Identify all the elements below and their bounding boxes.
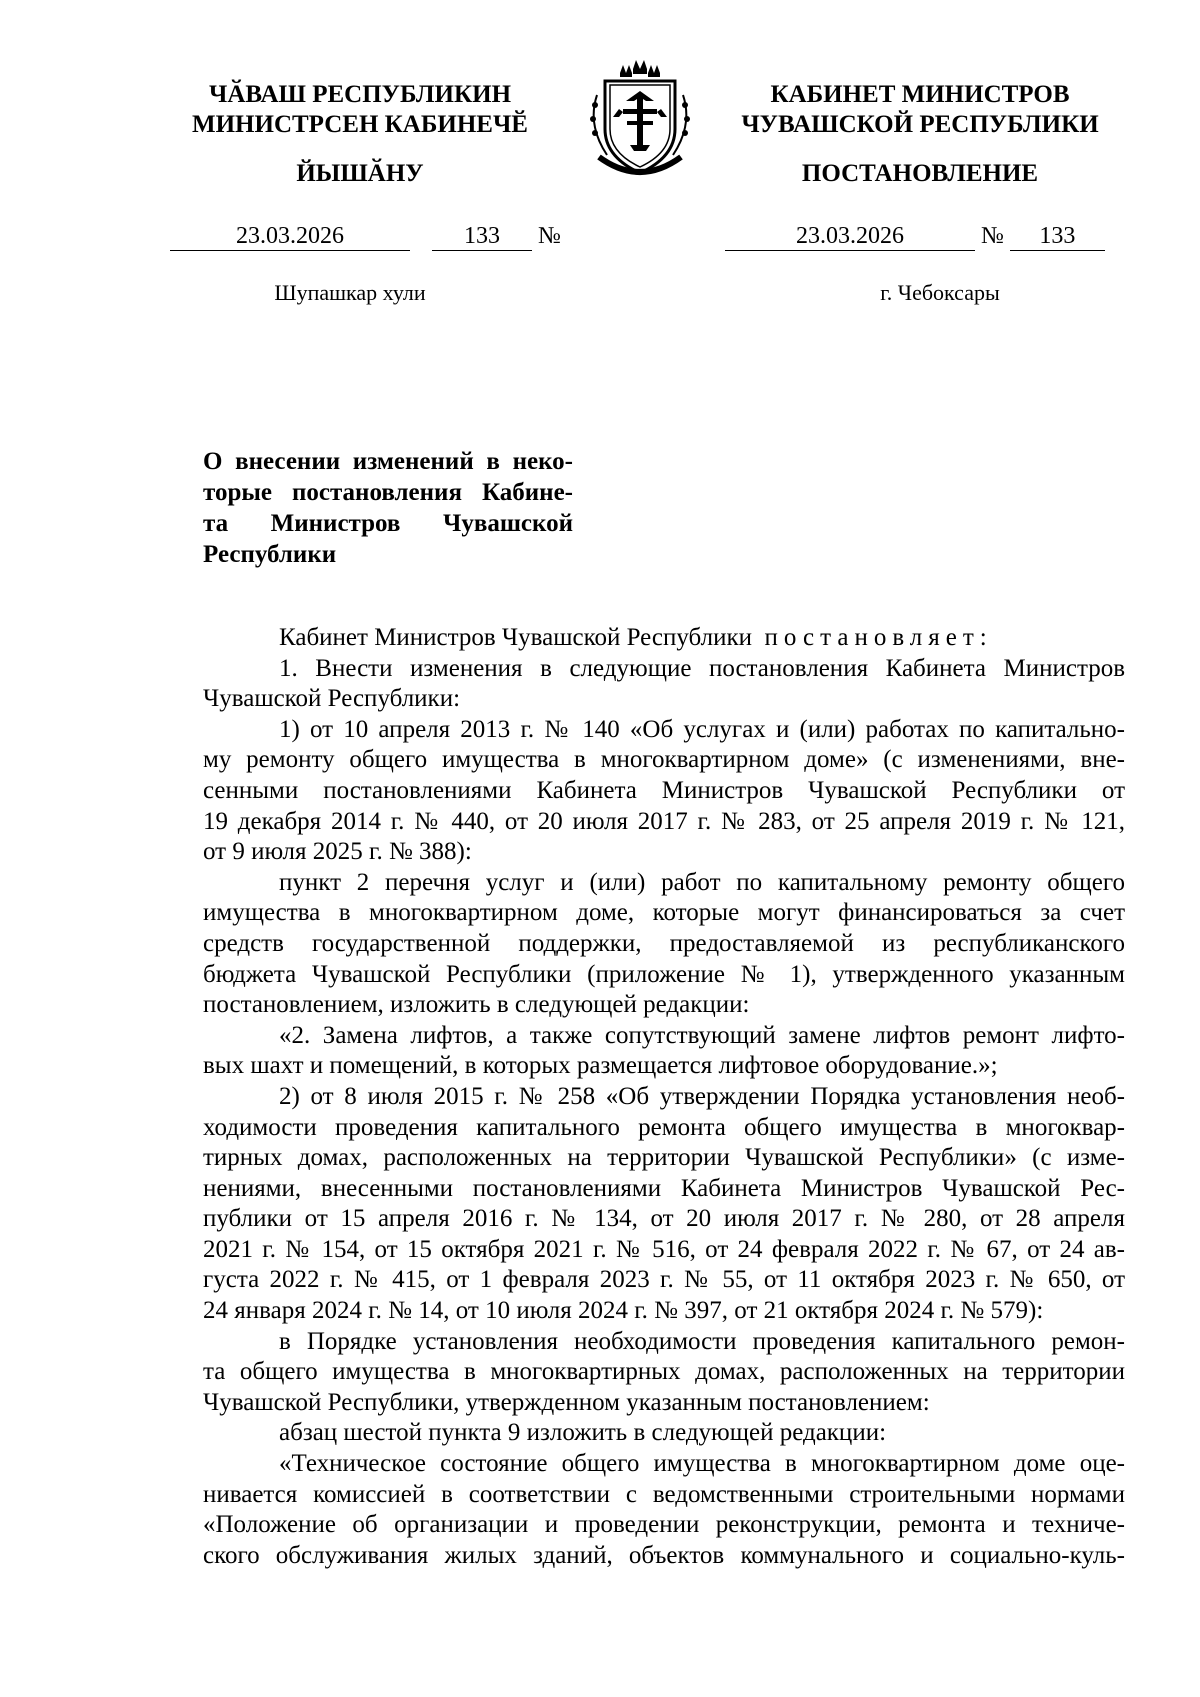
header-left-org — [150, 80, 570, 140]
body-line: «Положение об организации и проведении реконструкции, ремонта и техниче- — [203, 1511, 1125, 1539]
body-line: вых шахт и помещений, в которых размещается лифтовое оборудование.»; — [203, 1052, 998, 1080]
subject-line: торые постановления Кабине- — [203, 479, 573, 506]
intro-decree: постановляет: — [764, 624, 993, 651]
body-line: му ремонту общего имущества в многоквартирном доме» (с изменениями, вне- — [203, 746, 1125, 774]
left-number: 133 — [432, 222, 532, 251]
left-doc-type: ЙЫШӐНУ — [296, 160, 424, 187]
body-line: от 9 июля 2025 г. № 388): — [203, 838, 472, 866]
body-line: Чувашской Республики: — [203, 685, 461, 713]
left-date: 23.03.2026 — [170, 222, 410, 251]
body-line: 1) от 10 апреля 2013 г. № 140 «Об услугах и (или) работах по капитально- — [279, 715, 1125, 743]
body-line: 19 декабря 2014 г. № 440, от 20 июля 2017 г. № 283, от 25 апреля 2019 г. № 121, — [203, 807, 1125, 835]
right-number-sign: № — [981, 223, 1004, 249]
subject-line: Республики — [203, 541, 337, 568]
body-line: ского обслуживания жилых зданий, объектов коммунального и социально-куль- — [203, 1541, 1125, 1569]
body-line: бюджета Чувашской Республики (приложение № 1), утвержденного указанным — [203, 960, 1125, 988]
right-date: 23.03.2026 — [725, 222, 975, 251]
body-line: имущества в многоквартирном доме, которые могут финансироваться за счет — [203, 899, 1125, 927]
body-line: сенными постановлениями Кабинета Министров Чувашской Республики от — [203, 776, 1125, 804]
right-org-line2: ЧУВАШСКОЙ РЕСПУБЛИКИ — [741, 111, 1099, 138]
body-line: абзац шестой пункта 9 изложить в следующей редакции: — [279, 1419, 887, 1447]
left-date-number-line — [170, 222, 561, 251]
body-line: 2021 г. № 154, от 15 октября 2021 г. № 516, от 24 февраля 2022 г. № 67, от 24 ав- — [203, 1235, 1125, 1263]
right-doc-type: ПОСТАНОВЛЕНИЕ — [801, 160, 1039, 187]
document-subject — [203, 446, 573, 570]
body-line: густа 2022 г. № 415, от 1 февраля 2023 г. № 55, от 11 октября 2023 г. № 650, от — [203, 1266, 1125, 1294]
intro-lead: Кабинет Министров Чувашской Республики — [279, 624, 753, 651]
body-line: постановлением, изложить в следующей редакции: — [203, 991, 750, 1019]
body-line: нивается комиссией в соответствии с ведомственными строительными нормами — [203, 1480, 1125, 1508]
emblem-icon — [575, 55, 705, 185]
left-city: Шупашкар хули — [274, 280, 426, 305]
body-line: «Техническое состояние общего имущества в многоквартирном доме оце- — [279, 1450, 1125, 1478]
body-line: пункт 2 перечня услуг и (или) работ по капитальному ремонту общего — [279, 868, 1125, 896]
body-line: 1. Внести изменения в следующие постановления Кабинета Министров — [279, 654, 1125, 682]
body-line: публики от 15 апреля 2016 г. № 134, от 20 июля 2017 г. № 280, от 28 апреля — [203, 1205, 1125, 1233]
subject-line: та Министров Чувашской — [203, 510, 573, 537]
body-line: «2. Замена лифтов, а также сопутствующий замене лифтов ремонт лифто- — [279, 1021, 1125, 1049]
right-date-number-line — [725, 222, 1105, 251]
right-number: 133 — [1010, 222, 1105, 251]
body-line: ходимости проведения капитального ремонта общего имущества в многоквар- — [203, 1113, 1125, 1141]
body-line: 2) от 8 июля 2015 г. № 258 «Об утверждении Порядка установления необ- — [279, 1082, 1125, 1110]
left-org-line1: ЧӐВАШ РЕСПУБЛИКИН — [208, 81, 512, 108]
body-line: в Порядке установления необходимости проведения капитального ремон- — [279, 1327, 1125, 1355]
body-line: 24 января 2024 г. № 14, от 10 июля 2024 г. № 397, от 21 октября 2024 г. № 579): — [203, 1297, 1044, 1325]
intro-paragraph — [203, 623, 1125, 654]
right-city: г. Чебоксары — [880, 280, 1000, 305]
body-line: средств государственной поддержки, предоставляемой из республиканского — [203, 929, 1125, 957]
body-line: нениями, внесенными постановлениями Кабинета Министров Чувашской Рес- — [203, 1174, 1125, 1202]
body-line: Чувашской Республики, утвержденном указанным постановлением: — [203, 1388, 930, 1416]
left-number-sign: № — [538, 223, 561, 249]
document-body — [203, 623, 1125, 1571]
header-right-org — [700, 80, 1140, 140]
right-org-line1: КАБИНЕТ МИНИСТРОВ — [770, 81, 1070, 108]
body-line: та общего имущества в многоквартирных домах, расположенных на территории — [203, 1358, 1125, 1386]
coat-of-arms-emblem — [575, 55, 705, 185]
body-line: тирных домах, расположенных на территории Чувашской Республики» (с изме- — [203, 1144, 1125, 1172]
subject-line: О внесении изменений в неко- — [203, 448, 573, 475]
left-org-line2: МИНИСТРСЕН КАБИНЕЧӖ — [192, 111, 528, 138]
